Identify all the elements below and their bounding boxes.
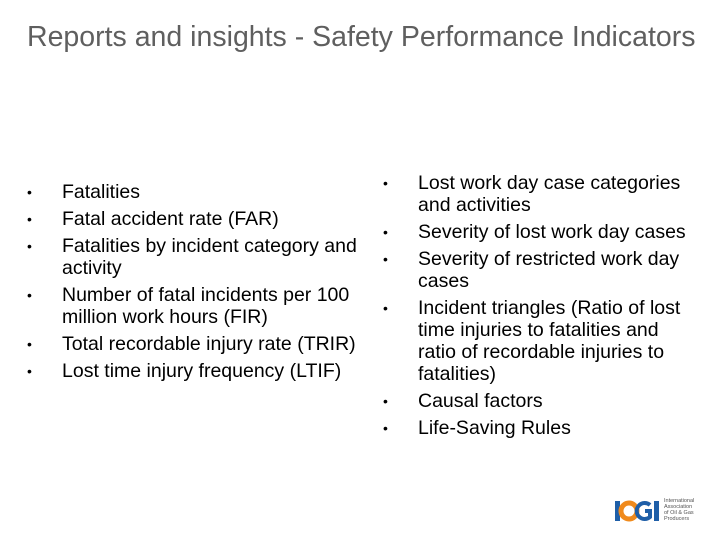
- bullet-icon: •: [383, 393, 388, 409]
- list-item: [27, 235, 357, 279]
- logo-line: Association: [664, 504, 693, 510]
- bullet-icon: •: [27, 184, 32, 200]
- list-item-text: Number of fatal incidents per 100 million work hours (FIR): [62, 284, 350, 328]
- list-item: [27, 333, 357, 355]
- list-item-text: Severity of restricted work day cases: [418, 248, 680, 292]
- list-item: [383, 390, 693, 412]
- iogp-logo-text: [664, 498, 708, 522]
- left-bullet-list: [27, 181, 357, 387]
- logo-line: International: [664, 498, 695, 504]
- logo-line: Producers: [664, 516, 690, 522]
- list-item-text: Causal factors: [418, 390, 543, 412]
- list-item: [383, 172, 693, 216]
- list-item: [383, 248, 693, 292]
- list-item-text: Fatal accident rate (FAR): [62, 208, 279, 230]
- list-item: [383, 297, 693, 385]
- bullet-icon: •: [383, 251, 388, 267]
- list-item: [383, 417, 693, 439]
- bullet-icon: •: [27, 336, 32, 352]
- bullet-icon: •: [383, 175, 388, 191]
- iogp-logo-icon: [614, 499, 660, 523]
- bullet-icon: •: [383, 224, 388, 240]
- list-item-text: Incident triangles (Ratio of lost time injuries to fatalities and ratio of recordable injuries to fatalities): [418, 297, 681, 385]
- list-item: [383, 221, 693, 243]
- bullet-icon: •: [383, 300, 388, 316]
- list-item-text: Fatalities by incident category and activity: [62, 235, 357, 279]
- right-bullet-list: [383, 172, 693, 444]
- bullet-icon: •: [383, 420, 388, 436]
- list-item-text: Life-Saving Rules: [418, 417, 571, 439]
- list-item: [27, 284, 357, 328]
- logo-line: of Oil & Gas: [664, 510, 694, 516]
- iogp-logo: [614, 497, 706, 525]
- slide-title: Reports and insights - Safety Performance Indicators: [27, 21, 696, 53]
- list-item-text: Fatalities: [62, 181, 141, 203]
- bullet-icon: •: [27, 287, 32, 303]
- bullet-icon: •: [27, 238, 32, 254]
- list-item: [27, 208, 357, 230]
- bullet-icon: •: [27, 363, 32, 379]
- list-item-text: Lost time injury frequency (LTIF): [62, 360, 342, 382]
- list-item: [27, 181, 357, 203]
- list-item-text: Severity of lost work day cases: [418, 221, 686, 243]
- list-item-text: Total recordable injury rate (TRIR): [62, 333, 356, 355]
- list-item-text: Lost work day case categories and activities: [418, 172, 681, 216]
- list-item: [27, 360, 357, 382]
- bullet-icon: •: [27, 211, 32, 227]
